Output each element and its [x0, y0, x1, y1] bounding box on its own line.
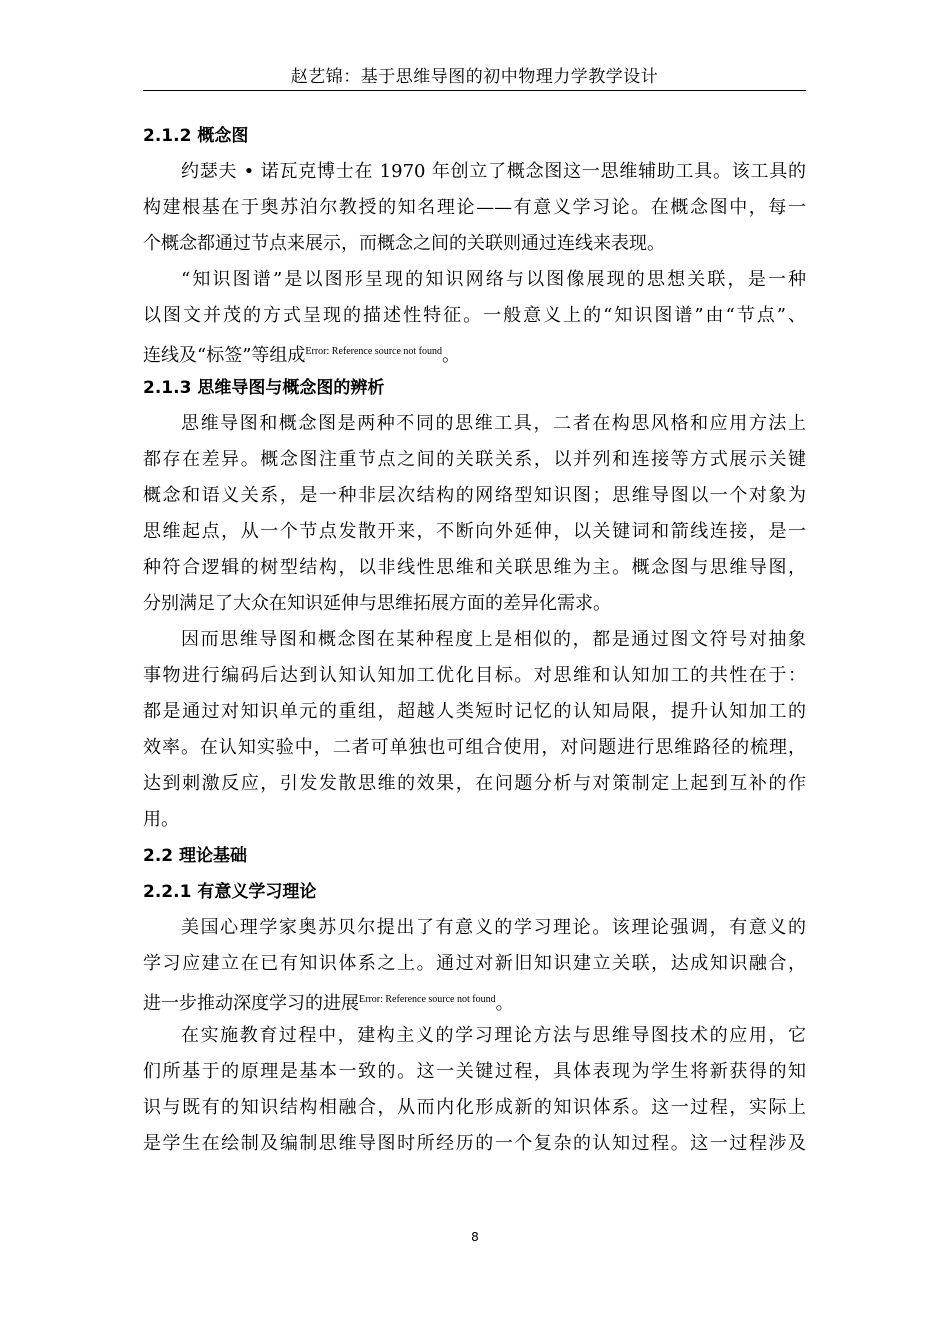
text-line: “知识图谱”是以图形呈现的知识网络与以图像展现的思想关联，是一种	[181, 269, 806, 290]
paragraph	[143, 622, 806, 838]
page-number: 8	[471, 1230, 479, 1244]
text-line: 效率。在认知实验中，二者可单独也可组合使用，对问题进行思维路径的梳理，	[143, 737, 806, 758]
text-line: 在实施教育过程中，建构主义的学习理论方法与思维导图技术的应用，它	[181, 1025, 806, 1046]
text-run: 进一步推动深度学习的进展	[143, 993, 359, 1014]
text-line: 分别满足了大众在知识延伸与思维拓展方面的差异化需求。	[143, 593, 611, 614]
text-line: 用。	[143, 809, 179, 830]
text-line	[143, 334, 806, 370]
text-line: 思维导图和概念图是两种不同的思维工具，二者在构思风格和应用方法上	[181, 413, 806, 434]
text-line: 识与既有的知识结构相融合，从而内化形成新的知识体系。这一过程，实际上	[143, 1097, 806, 1118]
text-line	[143, 982, 806, 1018]
text-line: 达到刺激反应，引发发散思维的效果，在问题分析与对策制定上起到互补的作	[143, 773, 806, 794]
text-line: 构建根基在于奥苏泊尔教授的知名理论——有意义学习论。在概念图中，每一	[143, 197, 806, 218]
paragraph	[143, 154, 806, 262]
paragraph	[143, 406, 806, 622]
reference-error: Error: Reference source not found	[359, 994, 496, 1005]
text-run: 连线及“标签”等组成	[143, 345, 306, 366]
text-line: 概念和语义关系，是一种非层次结构的网络型知识图；思维导图以一个对象为	[143, 485, 806, 506]
page-body	[143, 118, 806, 1162]
text-line: 是学生在绘制及编制思维导图时所经历的一个复杂的认知过程。这一过程涉及	[143, 1133, 806, 1154]
reference-error: Error: Reference source not found	[305, 346, 443, 357]
text-line: 思维起点，从一个节点发散开来，不断向外延伸，以关键词和箭线连接，是一	[143, 521, 806, 542]
header-rule	[143, 90, 806, 91]
text-line: 都是通过对知识单元的重组，超越人类短时记忆的认知局限，提升认知加工的	[143, 701, 806, 722]
text-line: 种符合逻辑的树型结构，以非线性思维和关联思维为主。概念图与思维导图，	[143, 557, 806, 578]
text-line: 以图文并茂的方式呈现的描述性特征。一般意义上的“知识图谱”由“节点”、	[143, 305, 806, 326]
text-line: 都存在差异。概念图注重节点之间的关联关系，以并列和连接等方式展示关键	[143, 449, 806, 470]
paragraph	[143, 1018, 806, 1162]
text-line: 事物进行编码后达到认知认知加工优化目标。对思维和认知加工的共性在于：	[143, 665, 806, 686]
text-line: 个概念都通过节点来展示，而概念之间的关联则通过连线来表现。	[143, 233, 665, 254]
section-heading-2-1-3: 2.1.3 思维导图与概念图的辨析	[143, 378, 385, 398]
text-line: 美国心理学家奥苏贝尔提出了有意义的学习理论。该理论强调，有意义的	[181, 917, 806, 938]
section-heading-2-2: 2.2 理论基础	[143, 846, 248, 866]
running-header: 赵艺锦：基于思维导图的初中物理力学教学设计	[290, 67, 659, 87]
section-heading-2-1-2: 2.1.2 概念图	[143, 126, 249, 146]
text-line: 们所基于的原理是基本一致的。这一关键过程，具体表现为学生将新获得的知	[143, 1061, 806, 1082]
paragraph	[143, 262, 806, 370]
text-run: 。	[495, 993, 514, 1014]
text-line: 学习应建立在已有知识体系之上。通过对新旧知识建立关联，达成知识融合，	[143, 953, 806, 974]
text-line: 因而思维导图和概念图在某种程度上是相似的，都是通过图文符号对抽象	[181, 629, 806, 650]
paragraph	[143, 910, 806, 1018]
text-line: 约瑟夫 • 诺瓦克博士在 1970 年创立了概念图这一思维辅助工具。该工具的	[181, 161, 806, 182]
text-run: 。	[442, 345, 461, 366]
section-heading-2-2-1: 2.2.1 有意义学习理论	[143, 882, 317, 902]
